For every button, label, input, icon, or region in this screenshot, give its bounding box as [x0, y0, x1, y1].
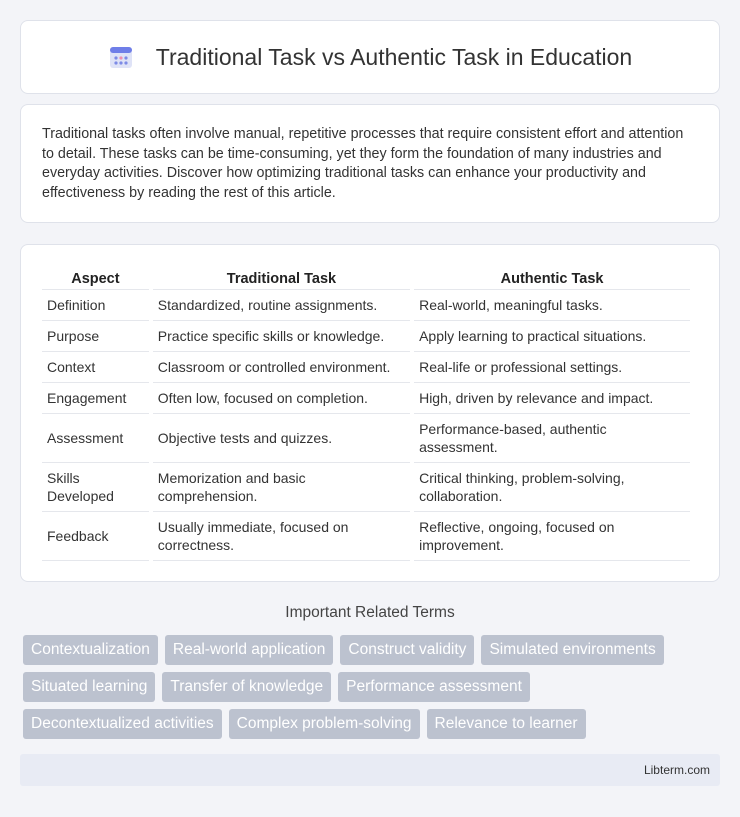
- table-row: [42, 352, 690, 383]
- table-cell-traditional: Practice specific skills or knowledge.: [153, 321, 410, 352]
- tag-row: [23, 709, 723, 739]
- table-cell-authentic: Apply learning to practical situations.: [414, 321, 690, 352]
- footer: [20, 754, 720, 786]
- intro-text: Traditional tasks often involve manual, repetitive processes that require consistent effort and attention to detail. These tasks can be time-consuming, yet they form the foundation of many industries and everyday activities. Discover how optimizing traditional tasks can enhance your productivity and effectiveness by reading the rest of this article.: [42, 126, 684, 201]
- column-header-aspect: Aspect: [42, 265, 149, 290]
- table-cell-authentic: Real-world, meaningful tasks.: [414, 290, 690, 321]
- table-cell-aspect: Engagement: [42, 383, 149, 414]
- comparison-card: [20, 244, 720, 582]
- intro-card: [20, 104, 720, 223]
- column-header-authentic: Authentic Task: [414, 265, 690, 290]
- table-row: [42, 512, 690, 561]
- table-cell-aspect: Assessment: [42, 414, 149, 463]
- table-header-row: [42, 265, 690, 290]
- table-cell-authentic: Real-life or professional settings.: [414, 352, 690, 383]
- table-cell-aspect: Skills Developed: [42, 463, 149, 512]
- table-cell-traditional: Objective tests and quizzes.: [153, 414, 410, 463]
- tag-relevance-to-learner[interactable]: Relevance to learner: [427, 709, 586, 739]
- table-cell-authentic: Performance-based, authentic assessment.: [414, 414, 690, 463]
- tag-real-world-application[interactable]: Real-world application: [165, 635, 334, 665]
- table-cell-aspect: Context: [42, 352, 149, 383]
- column-header-traditional: Traditional Task: [153, 265, 410, 290]
- footer-site-link[interactable]: Libterm.com: [643, 763, 710, 777]
- tag-contextualization[interactable]: Contextualization: [23, 635, 158, 665]
- tag-complex-problem-solving[interactable]: Complex problem-solving: [229, 709, 420, 739]
- table-row: [42, 383, 690, 414]
- table-cell-aspect: Purpose: [42, 321, 149, 352]
- table-row: [42, 290, 690, 321]
- table-cell-traditional: Memorization and basic comprehension.: [153, 463, 410, 512]
- table-cell-traditional: Usually immediate, focused on correctness.: [153, 512, 410, 561]
- tag-situated-learning[interactable]: Situated learning: [23, 672, 155, 702]
- table-cell-authentic: Reflective, ongoing, focused on improvement.: [414, 512, 690, 561]
- comparison-table: [38, 265, 694, 561]
- related-terms-title: Important Related Terms: [285, 604, 455, 621]
- page-title: Traditional Task vs Authentic Task in Education: [155, 43, 633, 70]
- related-terms-tags: [23, 635, 723, 746]
- table-cell-aspect: Feedback: [42, 512, 149, 561]
- tag-transfer-of-knowledge[interactable]: Transfer of knowledge: [162, 672, 331, 702]
- tag-row: [23, 672, 723, 702]
- table-cell-authentic: Critical thinking, problem-solving, collaboration.: [414, 463, 690, 512]
- tag-row: [23, 635, 723, 665]
- tag-simulated-environments[interactable]: Simulated environments: [481, 635, 663, 665]
- table-cell-traditional: Classroom or controlled environment.: [153, 352, 410, 383]
- header-card: [20, 20, 720, 94]
- table-row: [42, 321, 690, 352]
- table-cell-authentic: High, driven by relevance and impact.: [414, 383, 690, 414]
- table-row: [42, 414, 690, 463]
- table-cell-traditional: Standardized, routine assignments.: [153, 290, 410, 321]
- table-cell-traditional: Often low, focused on completion.: [153, 383, 410, 414]
- tag-performance-assessment[interactable]: Performance assessment: [338, 672, 530, 702]
- table-row: [42, 463, 690, 512]
- calendar-grid-icon: [108, 44, 134, 70]
- tag-decontextualized-activities[interactable]: Decontextualized activities: [23, 709, 222, 739]
- tag-construct-validity[interactable]: Construct validity: [340, 635, 474, 665]
- table-cell-aspect: Definition: [42, 290, 149, 321]
